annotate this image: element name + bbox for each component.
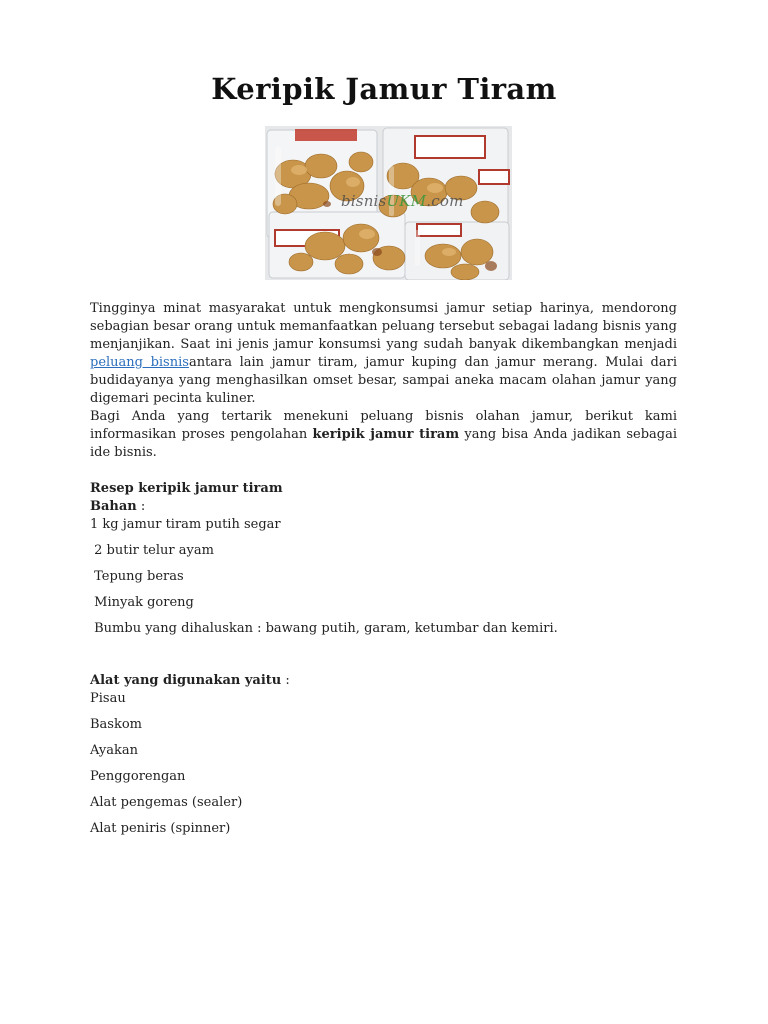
- ingredient-item: Bumbu yang dihaluskan : bawang putih, garam, ketumbar dan kemiri.: [90, 621, 558, 636]
- product-photo: [265, 126, 512, 280]
- bahan-heading: Bahan :: [90, 499, 146, 514]
- ingredient-item: 1 kg jamur tiram putih segar: [90, 517, 281, 532]
- ingredient-list: [90, 516, 677, 646]
- tool-item: Penggorengan: [90, 769, 186, 784]
- page-title: Keripik Jamur Tiram: [211, 72, 557, 106]
- ingredient-item: Minyak goreng: [90, 595, 194, 610]
- tool-item: Ayakan: [90, 743, 138, 758]
- tool-list: [90, 690, 677, 846]
- watermark-text: bisnisUKM.com: [341, 192, 464, 210]
- tool-item: Pisau: [90, 691, 126, 706]
- ingredient-item: Tepung beras: [90, 569, 184, 584]
- article-body: [90, 300, 677, 846]
- tools-heading: Alat yang digunakan yaitu :: [90, 673, 290, 688]
- peluang-bisnis-link[interactable]: peluang bisnis: [90, 355, 189, 370]
- intro-paragraph-1: Tingginya minat masyarakat untuk mengkonsumsi jamur setiap harinya, mendorong sebagian besar orang untuk memanfaatkan peluang tersebut sebagai ladang bisnis yang menjanjikan. Saat ini jenis jamur konsumsi yang sudah banyak dikembangkan menjadi peluang bisnisantara lain jamur tiram, jamur kuping dan jamur merang. Mulai dari budidayanya yang menghasilkan omset besar, sampai aneka macam olahan jamur yang digemari pecinta kuliner.: [90, 301, 678, 406]
- tool-item: Alat pengemas (sealer): [90, 795, 243, 810]
- recipe-heading: Resep keripik jamur tiram: [90, 481, 283, 496]
- intro-paragraph-2: Bagi Anda yang tertarik menekuni peluang bisnis olahan jamur, berikut kami informasikan proses pengolahan keripik jamur tiram yang bisa Anda jadikan sebagai ide bisnis.: [90, 409, 678, 460]
- tool-item: Alat peniris (spinner): [90, 821, 231, 836]
- ingredient-item: 2 butir telur ayam: [90, 543, 214, 558]
- tool-item: Baskom: [90, 717, 143, 732]
